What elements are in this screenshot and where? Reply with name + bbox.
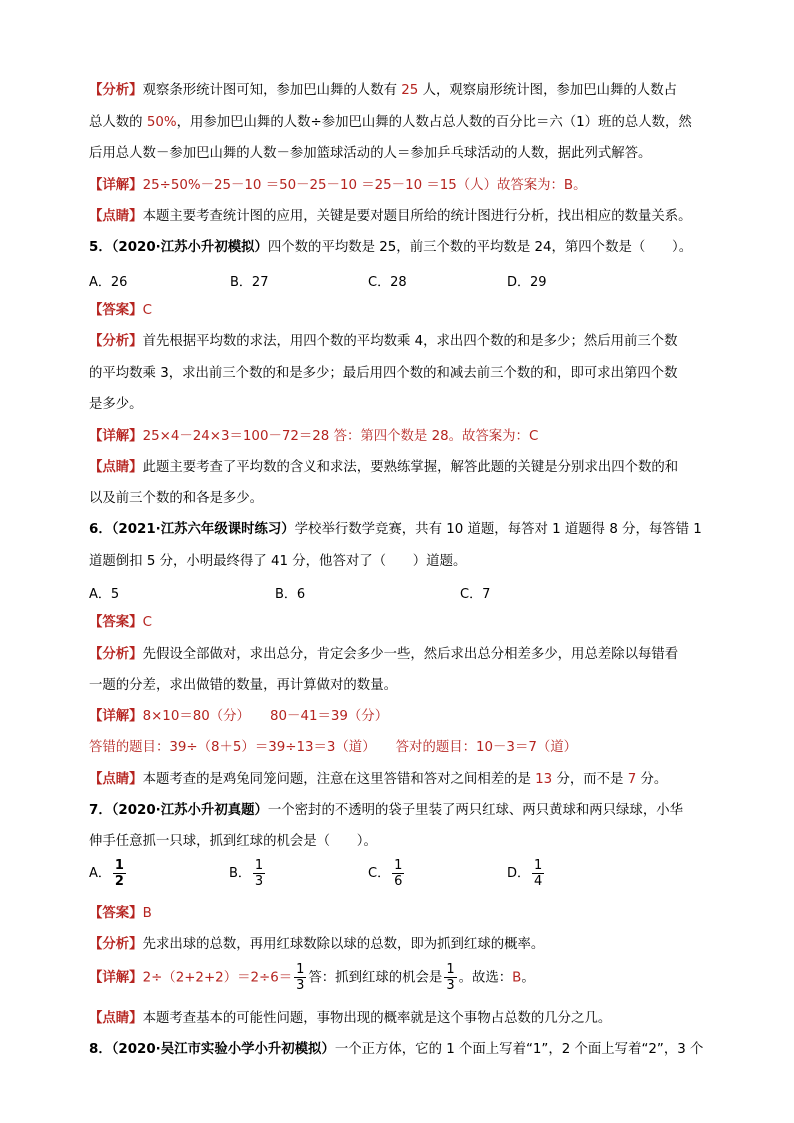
q5-analysis-line-3: 是多少。 bbox=[89, 397, 143, 412]
q5-analysis-line-2: 的平均数乘 3，求出前三个数的和是多少；最后用四个数的和减去前三个数的和，即可求出第四个数 bbox=[89, 366, 678, 381]
question-source: （2020·江苏小升初模拟） bbox=[111, 240, 268, 255]
q7-option-d: D． $\frac{1}{4}$ bbox=[507, 858, 543, 889]
q6-analysis-line-2: 一题的分差，求出做错的数量，再计算做对的数量。 bbox=[89, 678, 397, 693]
q7-option-b: B． $\frac{1}{3}$ bbox=[229, 858, 264, 889]
q8-stem: 8．（2020·吴江市实验小学小升初模拟）一个正方体，它的 1 个面上写着“1”，2 个面上写着“2”，3 个 bbox=[89, 1042, 704, 1057]
fraction: $\frac{1}{3}$ bbox=[296, 962, 305, 993]
q4-comment: 【点睛】本题主要考查统计图的应用，关键是要对题目所给的统计图进行分析，找出相应的数量关系。 bbox=[89, 209, 692, 224]
comment-tag: 【点睛】 bbox=[89, 209, 143, 224]
fraction: $\frac{1}{3}$ bbox=[254, 858, 264, 889]
q7-stem-line-2: 伸手任意抓一只球，抓到红球的机会是（ ）。 bbox=[89, 834, 377, 849]
q5-option-d: D．29 bbox=[507, 275, 547, 290]
q7-analysis: 【分析】先求出球的总数，再用红球数除以球的总数，即为抓到红球的概率。 bbox=[89, 937, 545, 952]
q5-option-b: B．27 bbox=[230, 275, 269, 290]
question-source: （2020·吴江市实验小学小升初模拟） bbox=[111, 1042, 335, 1057]
fraction: $\frac{1}{3}$ bbox=[446, 962, 455, 993]
q5-option-c: C．28 bbox=[368, 275, 407, 290]
question-source: （2020·江苏小升初真题） bbox=[111, 803, 268, 818]
fraction: $\frac{1}{2}$ bbox=[114, 858, 124, 889]
q6-option-c: C．7 bbox=[460, 587, 491, 602]
q5-comment-line-1: 【点睛】此题主要考查了平均数的含义和求法，要熟练掌握，解答此题的关键是分别求出四个数的和 bbox=[89, 460, 679, 475]
q6-stem-line-2: 道题倒扣 5 分，小明最终得了 41 分，他答对了（ ）道题。 bbox=[89, 554, 467, 569]
analysis-tag: 【分析】 bbox=[89, 83, 143, 98]
q6-answer: 【答案】C bbox=[89, 615, 152, 630]
q4-analysis-line-2: 总人数的 50%，用参加巴山舞的人数÷参加巴山舞的人数占总人数的百分比＝六（1）班的总人数，然 bbox=[89, 115, 692, 130]
q4-detail: 【详解】25÷50%－25－10 ＝50－25－10 ＝25－10 ＝15（人）故答案为：B。 bbox=[89, 178, 587, 193]
answer-tag: 【答案】 bbox=[89, 303, 143, 318]
q6-option-b: B．6 bbox=[275, 587, 306, 602]
q7-stem-line-1: 7．（2020·江苏小升初真题）一个密封的不透明的袋子里装了两只红球、两只黄球和两只绿球，小华 bbox=[89, 803, 683, 818]
q6-comment: 【点睛】本题考查的是鸡兔同笼问题，注意在这里答错和答对之间相差的是 13 分，而不是 7 分。 bbox=[89, 772, 668, 787]
fraction: $\frac{1}{6}$ bbox=[394, 858, 403, 889]
fraction: $\frac{1}{4}$ bbox=[534, 858, 543, 889]
q7-option-a: A． $\frac{1}{2}$ bbox=[89, 858, 124, 889]
q4-analysis-line-3: 后用总人数－参加巴山舞的人数－参加篮球活动的人＝参加乒乓球活动的人数，据此列式解答。 bbox=[89, 146, 652, 161]
question-source: （2021·江苏六年级课时练习） bbox=[111, 522, 295, 537]
q4-analysis-line-1: 【分析】观察条形统计图可知，参加巴山舞的人数有 25 人，观察扇形统计图，参加巴山舞的人数占 bbox=[89, 83, 677, 98]
q7-detail: 【详解】2÷（2+2+2）＝2÷6＝ $\frac{1}{3}$ 答：抓到红球的机会是 $\frac{1}{3}$ 。故选：B。 bbox=[89, 962, 535, 993]
q6-option-a: A．5 bbox=[89, 587, 120, 602]
q5-comment-line-2: 以及前三个数的和各是多少。 bbox=[89, 491, 264, 506]
q5-answer: 【答案】C bbox=[89, 303, 152, 318]
q6-detail-line-1: 【详解】8×10＝80（分） 80－41＝39（分） bbox=[89, 709, 389, 724]
q5-stem: 5．（2020·江苏小升初模拟）四个数的平均数是 25，前三个数的平均数是 24，第四个数是（ ）。 bbox=[89, 240, 693, 255]
q6-stem-line-1: 6．（2021·江苏六年级课时练习）学校举行数学竞赛，共有 10 道题，每答对 1 道题得 8 分，每答错 1 bbox=[89, 522, 702, 537]
question-number: 5． bbox=[89, 240, 112, 255]
q7-answer: 【答案】B bbox=[89, 906, 152, 921]
q6-analysis-line-1: 【分析】先假设全部做对，求出总分，肯定会多少一些，然后求出总分相差多少，用总差除以每错看 bbox=[89, 647, 679, 662]
q5-analysis-line-1: 【分析】首先根据平均数的求法，用四个数的平均数乘 4，求出四个数的和是多少；然后用前三个数 bbox=[89, 334, 678, 349]
q7-option-c: C． $\frac{1}{6}$ bbox=[368, 858, 403, 889]
detail-tag: 【详解】 bbox=[89, 178, 143, 193]
q5-option-a: A．26 bbox=[89, 275, 128, 290]
q5-detail: 【详解】25×4－24×3＝100－72＝28 答：第四个数是 28。故答案为：C bbox=[89, 429, 539, 444]
q7-comment: 【点睛】本题考查基本的可能性问题，事物出现的概率就是这个事物占总数的几分之几。 bbox=[89, 1011, 612, 1026]
q6-detail-line-2: 答错的题目：39÷（8＋5）＝39÷13＝3（道） 答对的题目：10－3＝7（道） bbox=[89, 740, 578, 755]
